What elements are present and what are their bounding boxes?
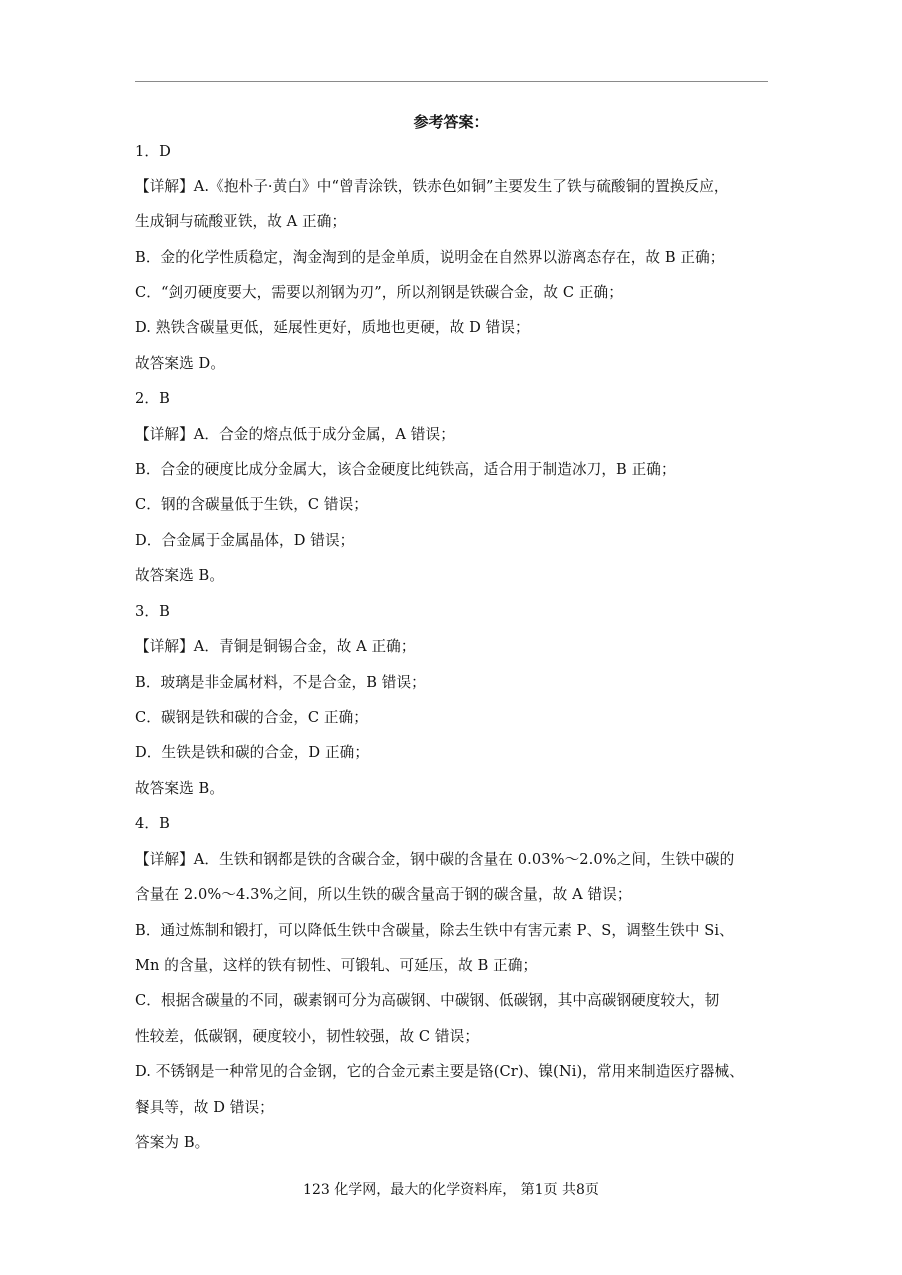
answer-line: 【详解】A.《抱朴子·黄白》中“曾青涂铁，铁赤色如铜”主要发生了铁与硫酸铜的置换反应， — [135, 178, 729, 195]
answer-line: 餐具等，故 D 错误； — [135, 1099, 274, 1116]
answer-line: D. 不锈钢是一种常见的合金钢，它的合金元素主要是铬(Cr)、镍(Ni)，常用来制造医疗器械、 — [135, 1063, 744, 1080]
answer-line: 【详解】A．合金的熔点低于成分金属，A 错误； — [135, 426, 455, 443]
answer-line: B．玻璃是非金属材料，不是合金，B 错误； — [135, 674, 426, 691]
answer-line: B．合金的硬度比成分金属大，该合金硬度比纯铁高，适合用于制造冰刀，B 正确； — [135, 461, 676, 478]
answer-line: 3．B — [135, 603, 170, 620]
answer-line: 【详解】A．青铜是铜锡合金，故 A 正确； — [135, 638, 416, 655]
answer-line: C．钢的含碳量低于生铁，C 错误； — [135, 496, 368, 513]
answer-line: 含量在 2.0%～4.3%之间，所以生铁的碳含量高于钢的碳含量，故 A 错误； — [135, 886, 632, 903]
answer-line: 故答案选 B。 — [135, 567, 225, 584]
page-footer: 123 化学网，最大的化学资料库， 第1页 共8页 — [303, 1182, 599, 1198]
answer-line: 4．B — [135, 815, 170, 832]
answer-line: C．碳钢是铁和碳的合金，C 正确； — [135, 709, 368, 726]
header-divider — [135, 81, 768, 82]
answer-line: 性较差，低碳钢，硬度较小，韧性较强，故 C 错误； — [135, 1028, 480, 1045]
answer-line: C．“剑刃硬度要大，需要以剂钢为刃”，所以剂钢是铁碳合金，故 C 正确； — [135, 284, 623, 301]
page-title: 参考答案： — [413, 113, 489, 131]
answer-line: 故答案选 B。 — [135, 780, 225, 797]
answer-line: C．根据含碳量的不同，碳素钢可分为高碳钢、中碳钢、低碳钢，其中高碳钢硬度较大，韧 — [135, 992, 720, 1009]
answer-line: 故答案选 D。 — [135, 355, 226, 372]
answer-line: 【详解】A．生铁和钢都是铁的含碳合金，钢中碳的含量在 0.03%～2.0%之间，生铁中碳的 — [135, 851, 735, 868]
answer-line: D．合金属于金属晶体，D 错误； — [135, 532, 355, 549]
answer-line: B．金的化学性质稳定，淘金淘到的是金单质，说明金在自然界以游离态存在，故 B 正确； — [135, 249, 725, 266]
answer-line: 生成铜与硫酸亚铁，故 A 正确； — [135, 213, 347, 230]
answer-line: 2．B — [135, 390, 170, 407]
answer-line: 答案为 B。 — [135, 1134, 210, 1151]
answer-line: Mn 的含量，这样的铁有韧性、可锻轧、可延压，故 B 正确； — [135, 957, 538, 974]
answer-line: D．生铁是铁和碳的合金，D 正确； — [135, 744, 370, 761]
answer-line: D. 熟铁含碳量更低，延展性更好，质地也更硬，故 D 错误； — [135, 319, 530, 336]
answer-line: 1．D — [135, 143, 171, 160]
answer-line: B．通过炼制和锻打，可以降低生铁中含碳量，除去生铁中有害元素 P、S，调整生铁中 Si、 — [135, 922, 734, 939]
